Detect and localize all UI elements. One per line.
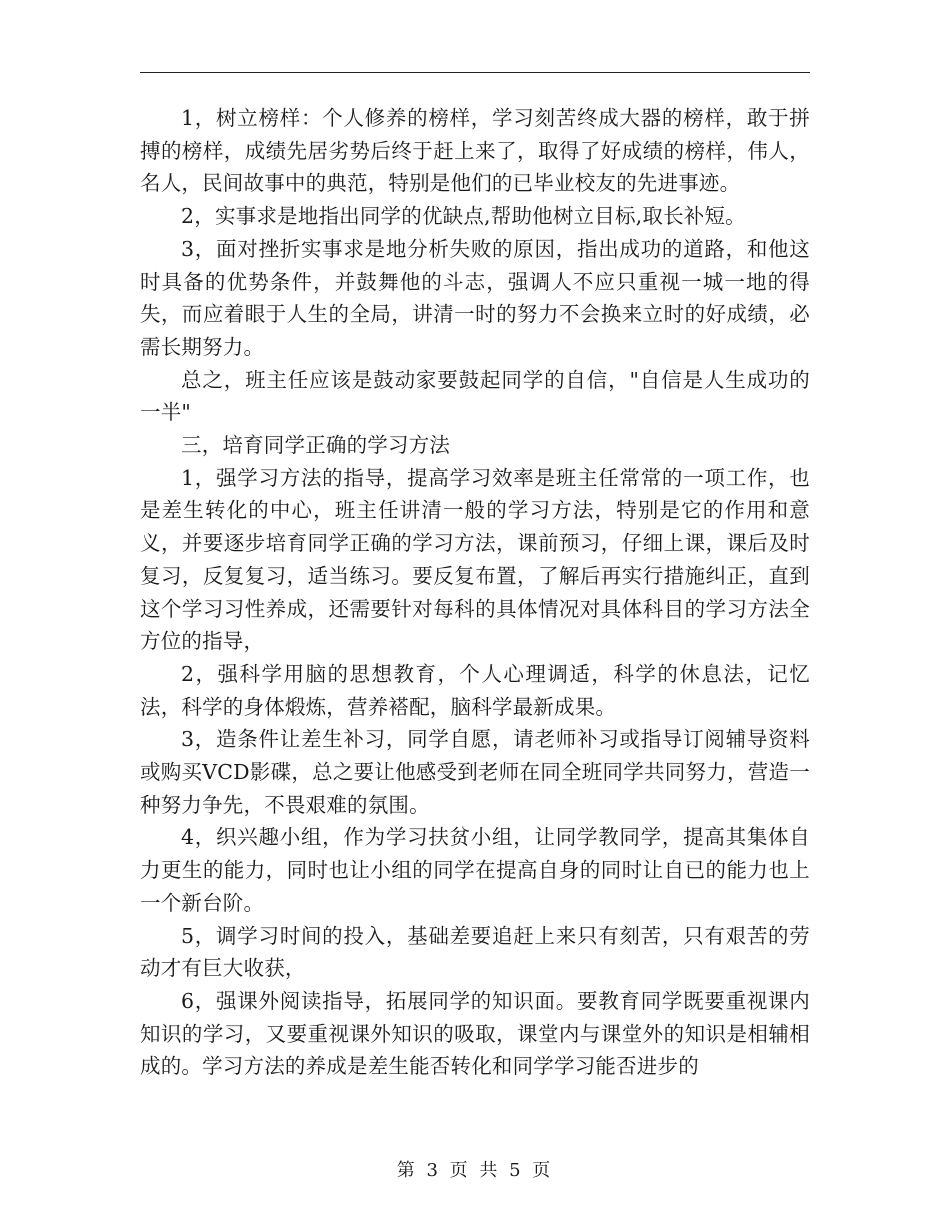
paragraph: 2，强科学用脑的思想教育，个人心理调适，科学的休息法，记忆法，科学的身体煅炼，营养褡配，脑科学最新成果。 [140, 661, 810, 719]
paragraph: 4，织兴趣小组，作为学习扶贫小组，让同学教同学，提高其集体自力更生的能力，同时也让小组的同学在提高自身的同时让自已的能力也上一个新台阶。 [140, 825, 810, 915]
page-number-footer: 第 3 页 共 5 页 [396, 1160, 554, 1181]
paragraph: 3，面对挫折实事求是地分析失败的原因，指出成功的道路，和他这时具备的优势条件，并鼓舞他的斗志，强调人不应只重视一城一地的得失，而应着眼于人生的全局，讲清一时的努力不会换来立时的好成绩，必需长期努力。 [140, 236, 810, 359]
paragraph: 1，树立榜样：个人修养的榜样，学习刻苦终成大器的榜样，敢于拼搏的榜样，成绩先居劣势后终于赶上来了，取得了好成绩的榜样，伟人，名人，民间故事中的典范，特别是他们的已毕业校友的先进事迹。 [140, 106, 810, 196]
paragraph: 5，调学习时间的投入，基础差要追赶上来只有刻苦，只有艰苦的劳动才有巨大收获， [140, 923, 810, 981]
section-heading: 三，培育同学正确的学习方法 [181, 433, 451, 458]
paragraph: 总之，班主任应该是鼓动家要鼓起同学的自信，"自信是人生成功的一半" [140, 367, 810, 425]
paragraph: 3，造条件让差生补习，同学自愿，请老师补习或指导订阅辅导资料或购买VCD影碟，总之要让他感受到老师在同全班同学共同努力，营造一种努力争先，不畏艰难的氛围。 [140, 727, 810, 817]
paragraph: 1，强学习方法的指导，提高学习效率是班主任常常的一项工作，也是差生转化的中心，班主任讲清一般的学习方法，特别是它的作用和意义，并要逐步培育同学正确的学习方法，课前预习，仔细上课，课后及时复习，反复复习，适当练习。要反复布置，了解后再实行措施纠正，直到这个学习习性养成，还需要针对每科的具体情况对具体科目的学习方法全方位的指导， [140, 465, 810, 654]
paragraph: 2，实事求是地指出同学的优缺点,帮助他树立目标,取长补短。 [181, 204, 746, 229]
paragraph: 6，强课外阅读指导，拓展同学的知识面。要教育同学既要重视课内知识的学习，又要重视课外知识的吸取，课堂内与课堂外的知识是相辅相成的。学习方法的养成是差生能否转化和同学学习能否进步的 [140, 988, 810, 1079]
document-body [140, 102, 810, 1083]
header-rule [140, 72, 810, 73]
